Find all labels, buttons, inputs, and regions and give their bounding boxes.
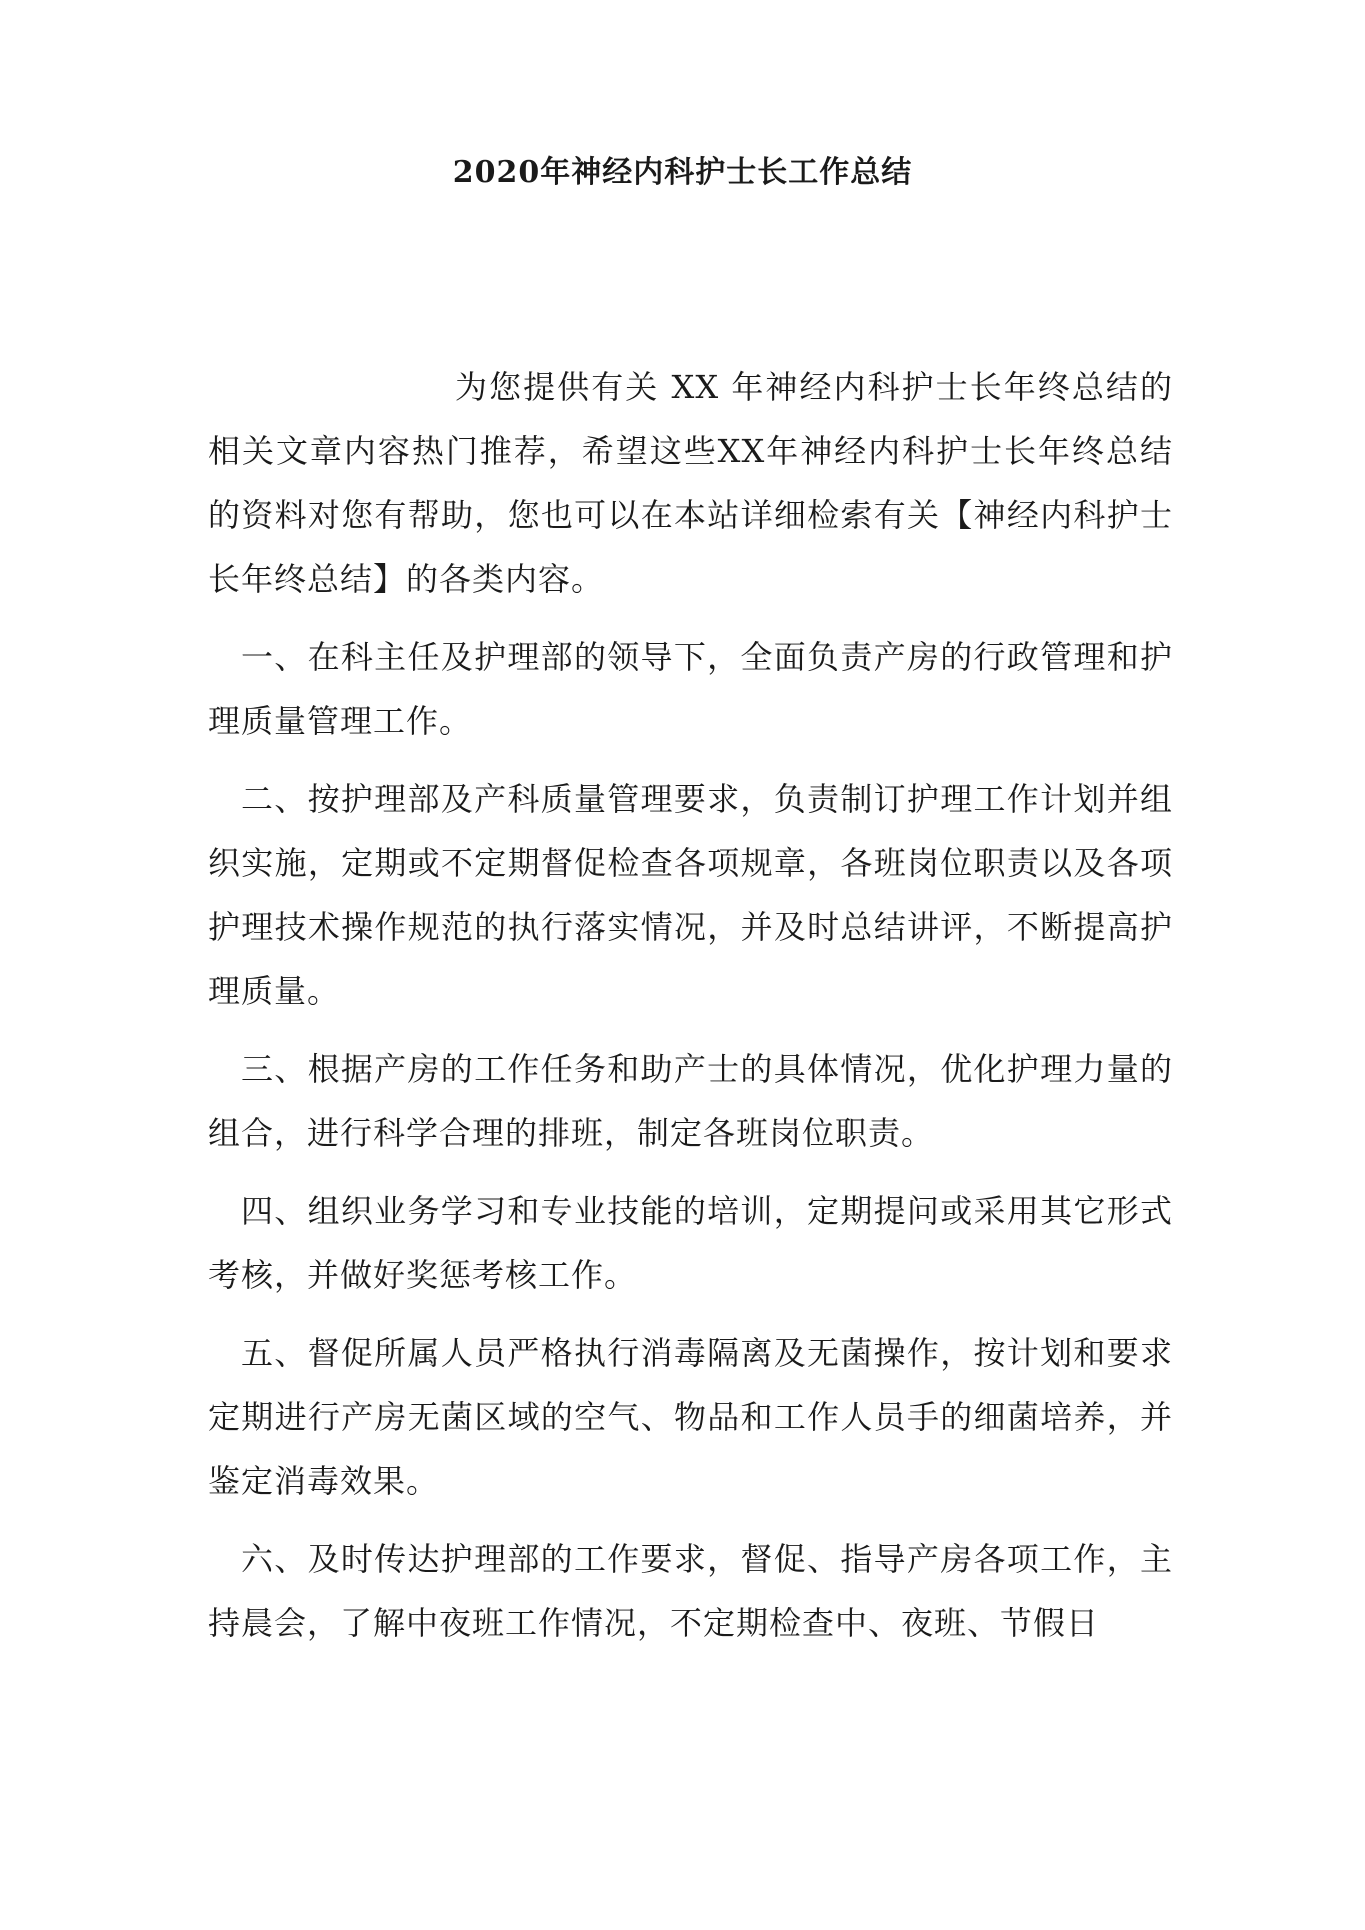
document-body bbox=[208, 355, 1173, 1669]
document-title: 2020年神经内科护士长工作总结 bbox=[452, 155, 913, 190]
paragraph-item-4: 四、组织业务学习和专业技能的培训，定期提问或采用其它形式考核，并做好奖惩考核工作。 bbox=[208, 1192, 1173, 1294]
paragraph-item-2: 二、按护理部及产科质量管理要求，负责制订护理工作计划并组织实施，定期或不定期督促检查各项规章，各班岗位职责以及各项护理技术操作规范的执行落实情况，并及时总结讲评，不断提高护理质量。 bbox=[208, 780, 1173, 1010]
paragraph-item-3: 三、根据产房的工作任务和助产士的具体情况，优化护理力量的组合，进行科学合理的排班，制定各班岗位职责。 bbox=[208, 1050, 1173, 1152]
paragraph-item-1: 一、在科主任及护理部的领导下，全面负责产房的行政管理和护理质量管理工作。 bbox=[208, 638, 1173, 740]
intro-paragraph: 为您提供有关 XX 年神经内科护士长年终总结的相关文章内容热门推荐，希望这些XX年神经内科护士长年终总结的资料对您有帮助，您也可以在本站详细检索有关【神经内科护士长年终总结】的各类内容。 bbox=[208, 368, 1173, 598]
paragraph-item-6: 六、及时传达护理部的工作要求，督促、指导产房各项工作，主持晨会，了解中夜班工作情况，不定期检查中、夜班、节假日 bbox=[208, 1540, 1173, 1642]
paragraph-item-5: 五、督促所属人员严格执行消毒隔离及无菌操作，按计划和要求定期进行产房无菌区域的空气、物品和工作人员手的细菌培养，并鉴定消毒效果。 bbox=[208, 1334, 1173, 1500]
